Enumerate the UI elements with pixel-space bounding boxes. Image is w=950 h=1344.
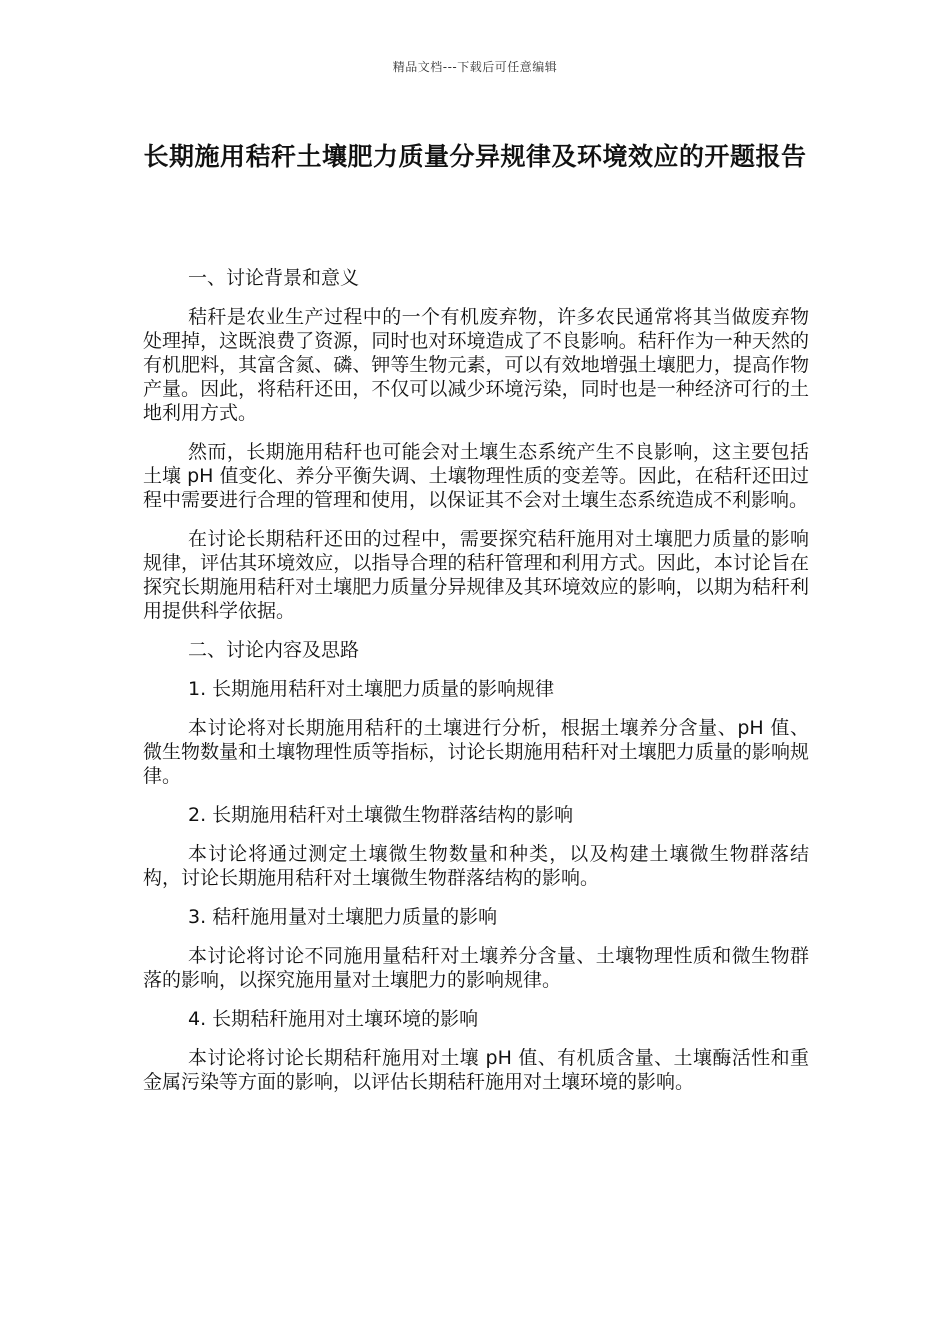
paragraph-background-3: 在讨论长期秸秆还田的过程中，需要探究秸秆施用对土壤肥力质量的影响规律，评估其环境效应，以指导合理的秸秆管理和利用方式。因此，本讨论旨在探究长期施用秸秆对土壤肥力质量分异规律及其环境效应的影响，以期为秸秆利用提供科学依据。 xyxy=(143,528,809,622)
item-text-4: 本讨论将讨论长期秸秆施用对土壤 pH 值、有机质含量、土壤酶活性和重金属污染等方面的影响，以评估长期秸秆施用对土壤环境的影响。 xyxy=(143,1047,809,1093)
item-text-1: 本讨论将对长期施用秸秆的土壤进行分析，根据土壤养分含量、pH 值、微生物数量和土壤物理性质等指标，讨论长期施用秸秆对土壤肥力质量的影响规律。 xyxy=(143,717,809,787)
header-note: 精品文档---下载后可任意编辑 xyxy=(392,60,558,74)
item-heading-2: 2. 长期施用秸秆对土壤微生物群落结构的影响 xyxy=(188,804,574,826)
section-heading-content: 二、讨论内容及思路 xyxy=(188,639,360,661)
item-heading-3: 3. 秸秆施用量对土壤肥力质量的影响 xyxy=(188,906,498,928)
section-heading-background: 一、讨论背景和意义 xyxy=(188,267,360,289)
paragraph-background-2: 然而，长期施用秸秆也可能会对土壤生态系统产生不良影响，这主要包括土壤 pH 值变化、养分平衡失调、土壤物理性质的变差等。因此，在秸秆还田过程中需要进行合理的管理和使用，以保证其不会对土壤生态系统造成不利影响。 xyxy=(143,441,809,511)
document-title: 长期施用秸秆土壤肥力质量分异规律及环境效应的开题报告 xyxy=(143,142,807,171)
item-heading-4: 4. 长期秸秆施用对土壤环境的影响 xyxy=(188,1008,479,1030)
item-text-2: 本讨论将通过测定土壤微生物数量和种类，以及构建土壤微生物群落结构，讨论长期施用秸秆对土壤微生物群落结构的影响。 xyxy=(143,843,809,889)
item-text-3: 本讨论将讨论不同施用量秸秆对土壤养分含量、土壤物理性质和微生物群落的影响，以探究施用量对土壤肥力的影响规律。 xyxy=(143,945,809,991)
paragraph-background-1: 秸秆是农业生产过程中的一个有机废弃物，许多农民通常将其当做废弃物处理掉，这既浪费了资源，同时也对环境造成了不良影响。秸秆作为一种天然的有机肥料，其富含氮、磷、钾等生物元素，可以有效地增强土壤肥力，提高作物产量。因此，将秸秆还田，不仅可以减少环境污染，同时也是一种经济可行的土地利用方式。 xyxy=(143,306,809,424)
item-heading-1: 1. 长期施用秸秆对土壤肥力质量的影响规律 xyxy=(188,678,555,700)
document-body xyxy=(143,266,809,1109)
